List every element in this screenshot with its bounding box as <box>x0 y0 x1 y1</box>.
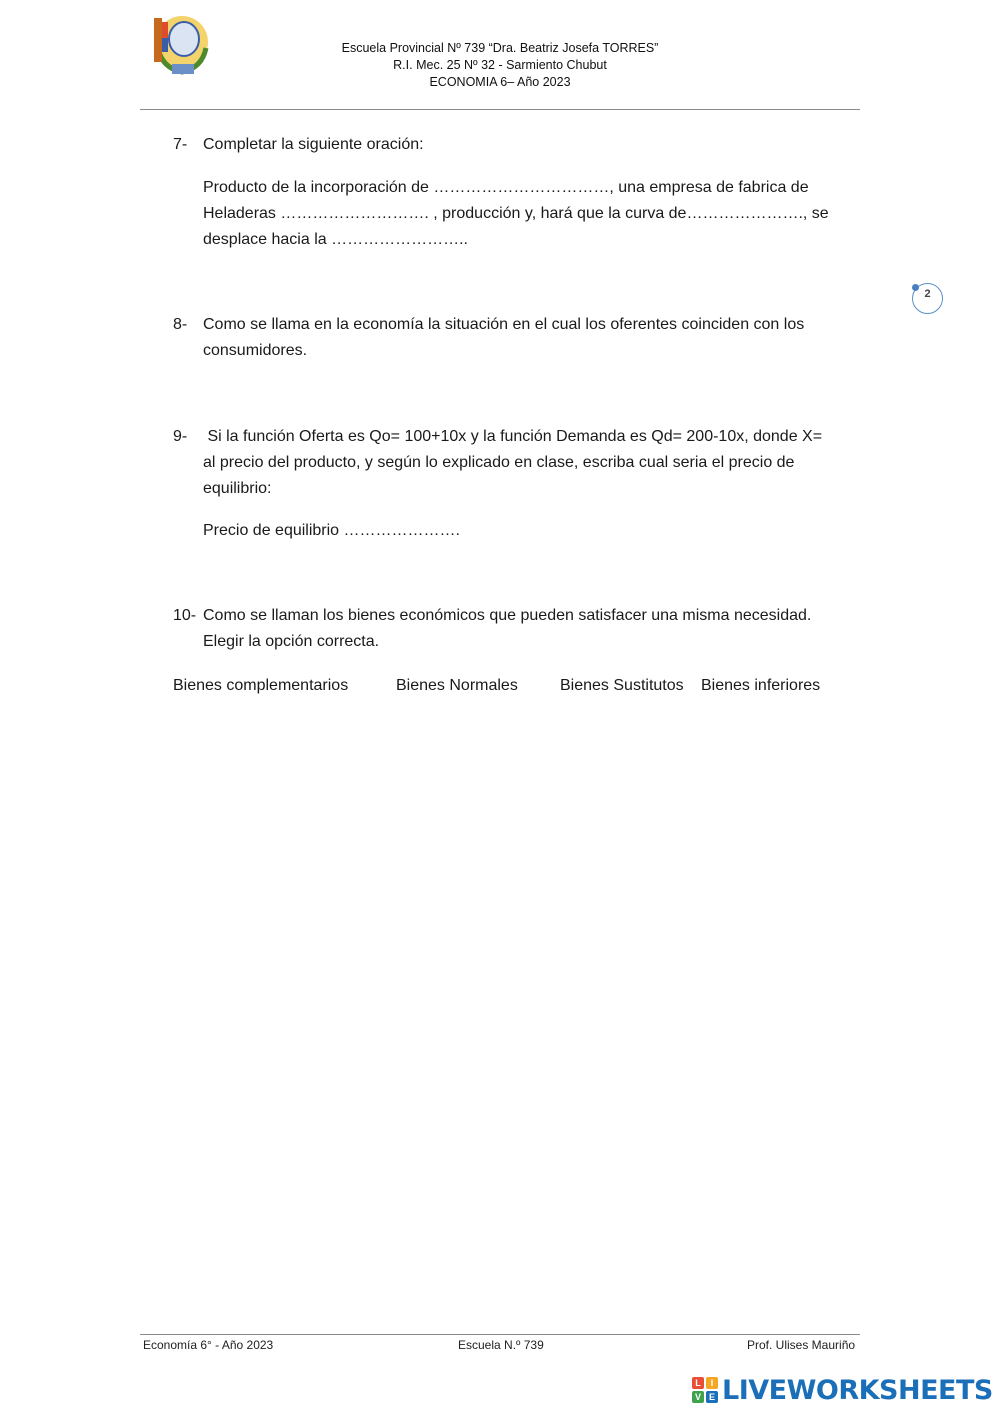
question-number: 7- <box>173 136 188 153</box>
option-inferiores[interactable]: Bienes inferiores <box>701 677 821 694</box>
question-7-sentence <box>203 175 843 253</box>
grid-letter: E <box>706 1391 718 1403</box>
question-9 <box>173 424 863 502</box>
question-7 <box>173 132 863 158</box>
footer-divider <box>140 1334 860 1335</box>
header-divider <box>140 109 860 110</box>
question-text-cont: consumidores. <box>203 342 308 359</box>
liveworksheets-text: LIVEWORKSHEETS <box>722 1374 993 1406</box>
sentence-line: desplace hacia la …………………….. <box>203 231 468 248</box>
grid-letter: V <box>692 1391 704 1403</box>
question-text-cont: equilibrio: <box>203 480 272 497</box>
question-text: Completar la siguiente oración: <box>203 136 424 153</box>
question-number: 10- <box>173 607 197 624</box>
question-8 <box>173 312 863 364</box>
sentence-line: Heladeras ………………………. , producción y, hará que la curva de…………………., se <box>203 205 829 222</box>
liveworksheets-logo[interactable] <box>692 1374 993 1406</box>
option-normales[interactable]: Bienes Normales <box>396 677 518 694</box>
grid-letter: I <box>706 1377 718 1389</box>
question-text: Como se llaman los bienes económicos que pueden satisfacer una misma necesidad. <box>203 607 812 624</box>
school-crest-icon <box>150 12 214 78</box>
question-text: Si la función Oferta es Qo= 100+10x y la función Demanda es Qd= 200-10x, donde X= <box>203 428 823 445</box>
question-text: Como se llama en la economía la situación en el cual los oferentes coinciden con los <box>203 316 805 333</box>
footer-center: Escuela N.º 739 <box>458 1338 544 1352</box>
equilibrium-price-answer: Precio de equilibrio …………………. <box>203 522 460 539</box>
question-10 <box>173 603 863 655</box>
header-line-subject: ECONOMIA 6– Año 2023 <box>429 75 571 89</box>
option-sustitutos[interactable]: Bienes Sustitutos <box>560 677 684 694</box>
header-line-address: R.I. Mec. 25 Nº 32 - Sarmiento Chubut <box>393 58 607 72</box>
sentence-line: Producto de la incorporación de ……………………………, una empresa de fabrica de <box>203 179 809 196</box>
question-number: 8- <box>173 316 188 333</box>
page-number-badge <box>912 283 943 314</box>
footer-right: Prof. Ulises Mauriño <box>747 1338 856 1352</box>
header-line-school: Escuela Provincial Nº 739 “Dra. Beatriz Josefa TORRES” <box>341 41 659 55</box>
footer-left: Economía 6° - Año 2023 <box>143 1338 274 1352</box>
liveworksheets-grid-icon <box>692 1377 718 1403</box>
page-number: 2 <box>924 288 931 300</box>
question-text-cont: al precio del producto, y según lo explicado en clase, escriba cual seria el precio de <box>203 454 795 471</box>
grid-letter: L <box>692 1377 704 1389</box>
question-text-cont: Elegir la opción correcta. <box>203 633 380 650</box>
document-header <box>300 40 700 91</box>
option-complementarios[interactable]: Bienes complementarios <box>173 677 349 694</box>
question-number: 9- <box>173 428 188 445</box>
